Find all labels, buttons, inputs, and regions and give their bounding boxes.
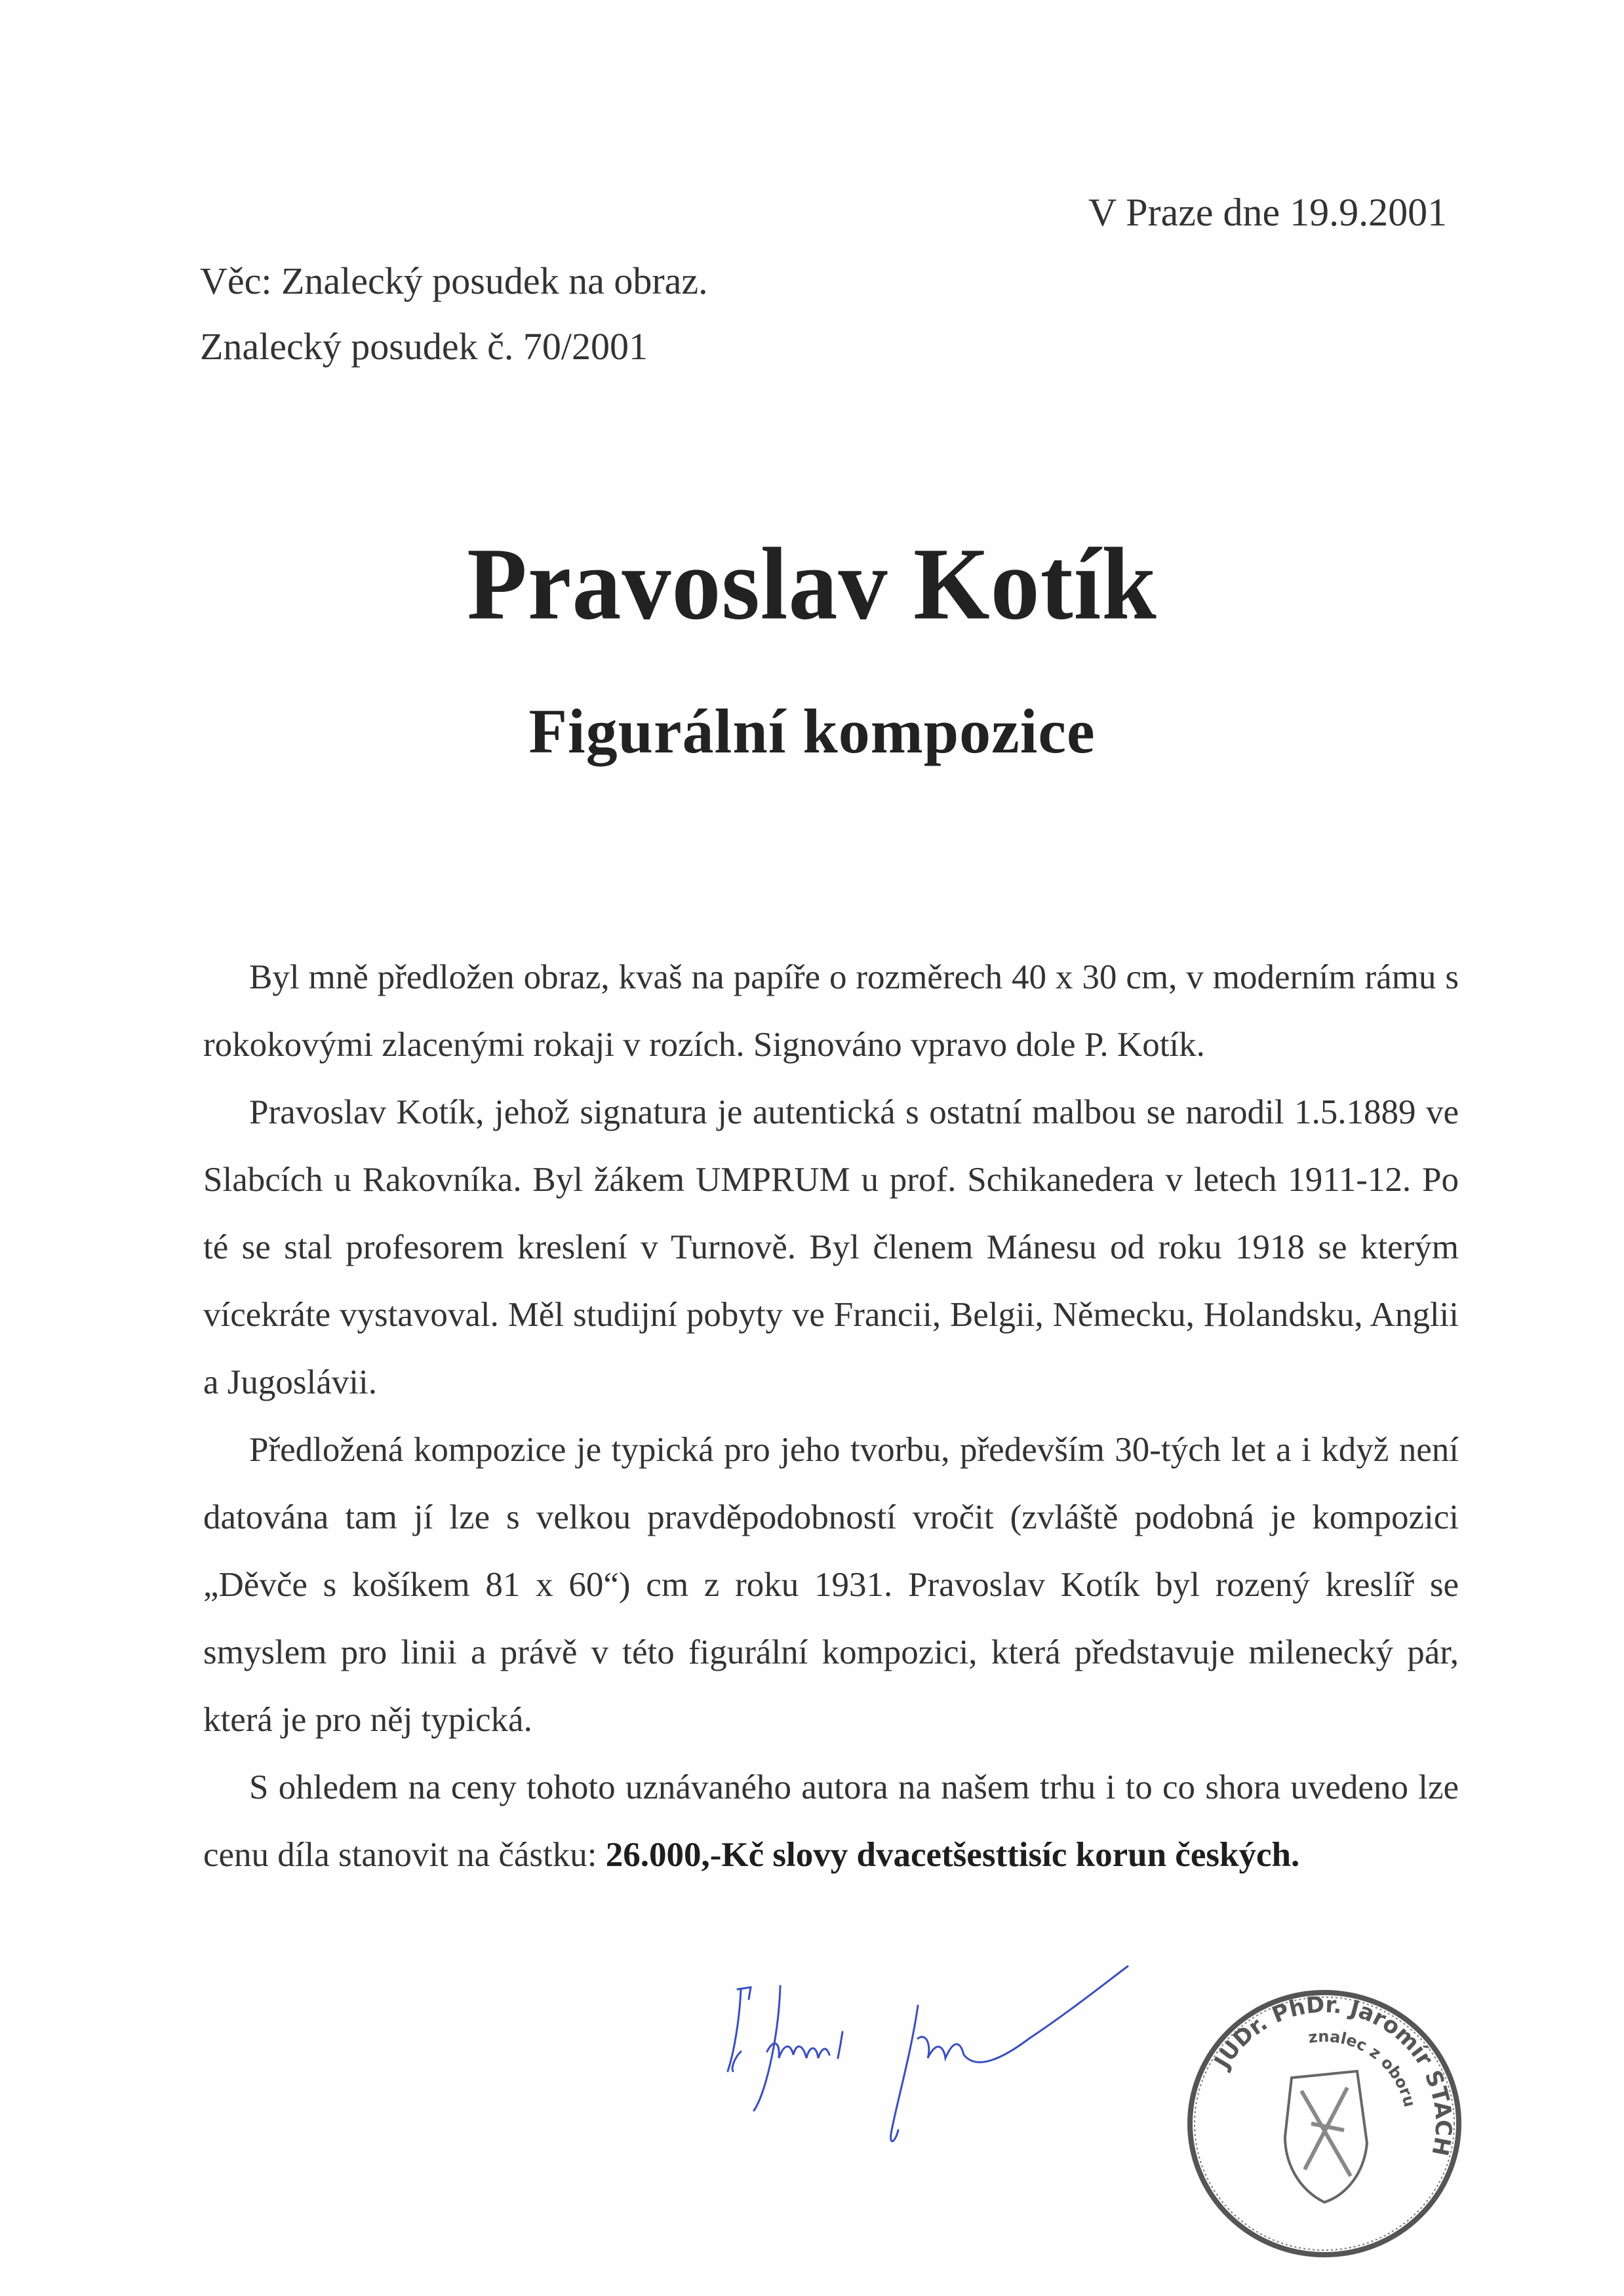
paragraph-biography: Pravoslav Kotík, jehož signatura je autentická s ostatní malbou se narodil 1.5.1889 ve Slabcích u Rakovníka. Byl žákem UMPRUM u prof. Schikanedera v letech 1911-12. Po té se stal profesorem kreslení v Turnově. Byl členem Mánesu od roku 1918 se kterým vícekráte vystavoval. Měl studijní pobyty ve Francii, Belgii, Německu, Holandsku, Anglii a Jugoslávii. bbox=[203, 1093, 1459, 1401]
report-number: Znalecký posudek č. 70/2001 bbox=[200, 325, 648, 368]
place-date: V Praze dne 19.9.2001 bbox=[1088, 191, 1448, 234]
conclusion-text: S ohledem na ceny tohoto uznávaného autora na našem trhu i to co shora uvedeno lze cenu díla stanovit na částku: bbox=[203, 1768, 1459, 1874]
handwritten-signature-icon bbox=[702, 1960, 1174, 2156]
artist-name-heading: Pravoslav Kotík bbox=[467, 526, 1157, 642]
svg-text:znalec z oboru: znalec z oboru bbox=[1307, 2027, 1419, 2109]
valuation-amount: 26.000,-Kč slovy dvacetšesttisíc korun českých. bbox=[605, 1836, 1300, 1874]
svg-text:JUDr. PhDr. Jaromír STACH: JUDr. PhDr. Jaromír STACH bbox=[1209, 1991, 1457, 2158]
official-stamp-icon bbox=[1180, 1979, 1469, 2268]
artwork-title-heading: Figurální kompozice bbox=[528, 696, 1096, 766]
paragraph-conclusion bbox=[203, 1754, 1459, 1889]
paragraph-description: Byl mně předložen obraz, kvaš na papíře o rozměrech 40 x 30 cm, v moderním rámu s rokokovými zlacenými rokaji v rozích. Signováno vpravo dole P. Kotík. bbox=[203, 958, 1459, 1064]
paragraph-assessment: Předložená kompozice je typická pro jeho tvorbu, především 30-tých let a i když není datována tam jí lze s velkou pravděpodobností vročit (zvláště podobná je kompozici „Děvče s košíkem 81 x 60“) cm z roku 1931. Pravoslav Kotík byl rozený kreslíř se smyslem pro linii a právě v této figurální kompozici, která představuje milenecký pár, která je pro něj typická. bbox=[203, 1431, 1459, 1739]
report-body bbox=[203, 944, 1459, 1889]
subject-line: Věc: Znalecký posudek na obraz. bbox=[200, 260, 708, 302]
